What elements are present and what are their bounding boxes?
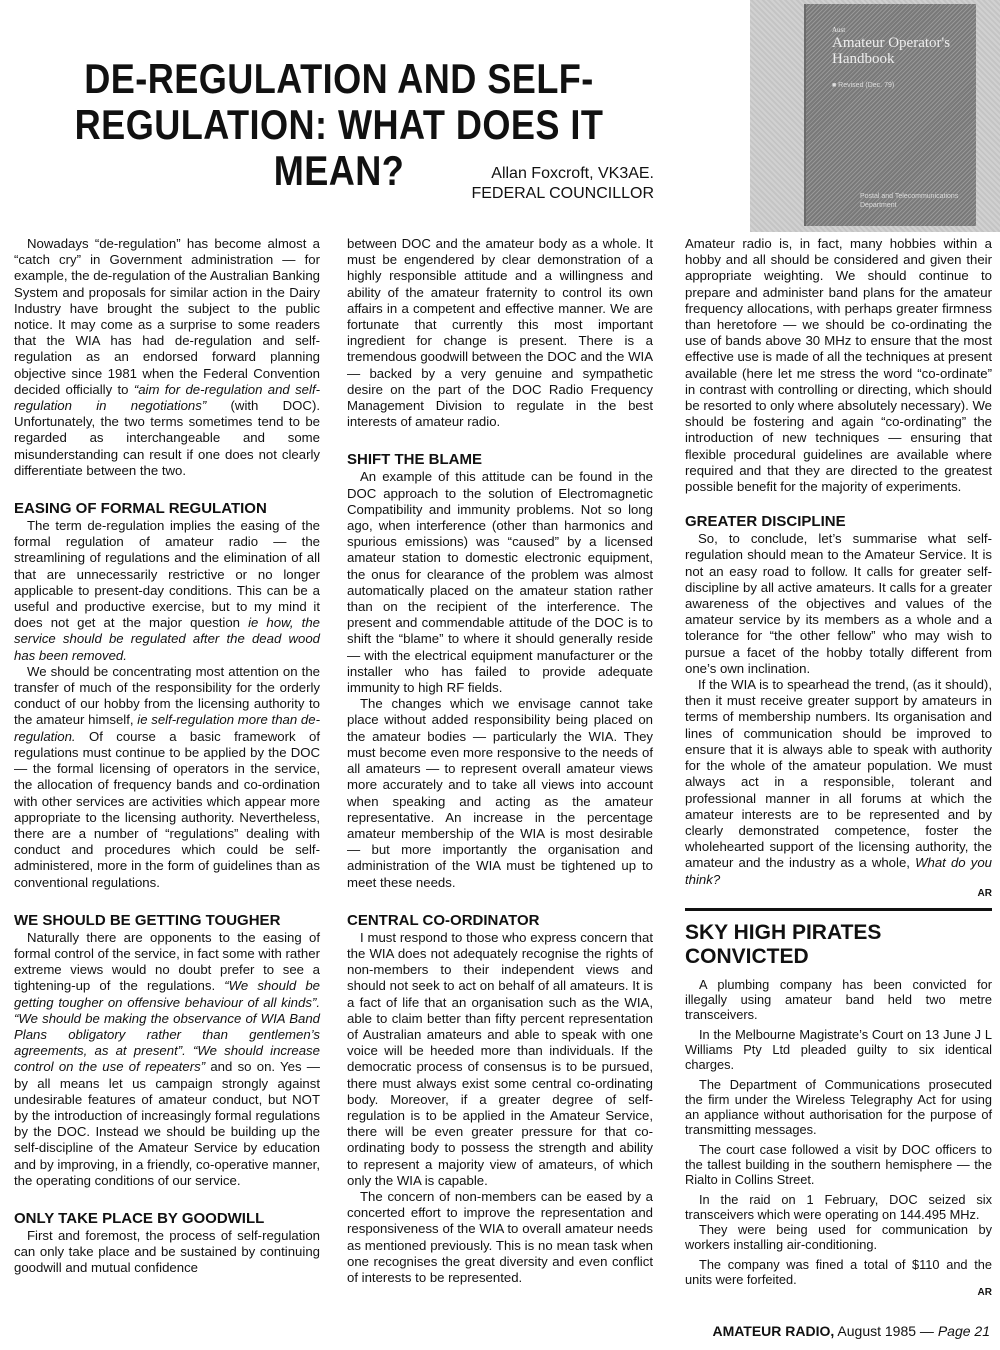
subheading-discipline: GREATER DISCIPLINE — [685, 513, 846, 531]
paragraph: The concern of non-members can be eased by a concerted effort to improve the representation and responsiveness of the WIA to overall amateur needs as mentioned previously. This is no mean task when one recognises the great diversity and even conflict of interests to be represented. — [347, 1188, 653, 1285]
paragraph: An example of this attitude can be found in the DOC approach to the solution of Electromagnetic Compatibility and immunity problems. Not so long ago, when interference (other than harmonics and spurious emissions) was “caused” by a licensed amateur station to domestic electronic equipment, the onus for clearance of the problem was almost automatically placed on the amateur station rather than on the recipient of the interference. The present and commendable attitude of the DOC is to shift the “blame” to where it should generally reside — with the electrical equipment manufacturer or the installer who has failed to provide adequate immunity to high RF fields. — [347, 469, 653, 696]
pirates-paragraph: In the raid on 1 February, DOC seized six transceivers which were operating on 144.495 MHz. — [685, 1191, 992, 1222]
page-number: Page 21 — [937, 1323, 990, 1339]
pirates-end-mark: AR — [977, 1286, 992, 1298]
paragraph: So, to conclude, let’s summarise what self-regulation should mean to the Amateur Service. It is not an easy road to follow. It calls for greater self-discipline by all active amateurs. It calls for a greater awareness of the objectives and values of the amateur service by its members as a whole and a tolerance for “the other fellow” who may wish to pursue a facet of the hobby totally different from one’s own inclination. — [685, 531, 992, 676]
section-divider — [685, 908, 992, 911]
handbook-publisher-mark: Aust — [832, 26, 846, 34]
page-footer — [712, 1322, 990, 1340]
handbook-book — [804, 4, 976, 226]
paragraph: We should be concentrating most attention on the transfer of much of the responsibility for the orderly conduct of our hobby from the licensing authority to the amateur himself, ie self-regulation more than de-regulation. Of course a basic framework of regulations must continue to be applied by the DOC — the formal licensing of operators in the service, the allocation of frequency bands and co-ordination with other services are activities which appear more appropriate to the licensing authority. Nevertheless, there are a number of “regulations” dealing with conduct and procedures which could be self-administered, more in the form of guidelines than as conventional regulations. — [14, 663, 320, 890]
subheading-easing: EASING OF FORMAL REGULATION — [14, 500, 267, 518]
handbook-title — [832, 26, 972, 67]
author-role: FEDERAL COUNCILLOR — [471, 185, 654, 202]
article-end-mark: AR — [977, 887, 992, 899]
article-title: DE-REGULATION AND SELF-REGULATION: WHAT DOES IT MEAN? — [74, 55, 604, 194]
pirates-paragraph: They were being used for communication by workers installing air-conditioning. — [685, 1221, 992, 1252]
subheading-tougher: WE SHOULD BE GETTING TOUGHER — [14, 911, 281, 929]
handbook-cover-photo — [750, 0, 1000, 232]
pirates-paragraph: The Department of Communications prosecuted the firm under the Wireless Telegraphy Act for using an appliance without authorisation for the purpose of transmitting messages. — [685, 1076, 992, 1137]
handbook-revision: ■ Revised (Dec. 79) — [832, 82, 895, 89]
column-3 — [685, 236, 992, 1299]
issue-date: August 1985 — — [834, 1323, 938, 1339]
pirates-paragraph: In the Melbourne Magistrate’s Court on 13 June J L Williams Pty Ltd pleaded guilty to six identical charges. — [685, 1026, 992, 1072]
subheading-blame: SHIFT THE BLAME — [347, 451, 482, 469]
paragraph: If the WIA is to spearhead the trend, (as it should), then it must receive greater support by amateurs in terms of membership numbers. Its organisation and lines of communication should be improved to ensure that it is always able to speak with authority for the whole of the amateur population. We must always act in a responsible, tolerant and professional manner in all forums at which the amateur interests are to be represented and by clearly demonstrated competence, foster the wholehearted support of the licensing authority, the amateur and the industry as a whole, What do you think? — [685, 677, 992, 887]
pirates-article — [685, 921, 992, 1299]
paragraph: Naturally there are opponents to the easing of formal control of the service, in fact some with rather extreme views would no doubt prefer to see a tightening-up of the regulations. “We should be getting tougher on offensive behaviour of all kinds”. “We should be making the observance of WIA Band Plans obligatory rather than gentlemen’s agreements, as at present”. “We should increase control on the use of repeaters” and so on. Yes — by all means let us campaign strongly against undesirable features of amateur conduct, but NOT by the introduction of increasingly formal regulations by the DOC. Instead we should be building up the self-discipline of the Amateur Service by education and by improving, in a friendly, co-operative manner, the operating conditions of our service. — [14, 929, 320, 1188]
handbook-title-text: Amateur Operator's Handbook — [832, 35, 951, 67]
subheading-goodwill: ONLY TAKE PLACE BY GOODWILL — [14, 1209, 265, 1227]
paragraph: between DOC and the amateur body as a whole. It must be engendered by clear demonstration of a highly responsible attitude and a willingness and ability of the amateur fraternity to control its own affairs in a competent and effective manner. We are fortunate that currently this most important ingredient for change is present. There is a tremendous goodwill between the DOC and the WIA — backed by a very genuine and sympathetic desire on the part of the DOC Radio Frequency Management Division to regulate in the best interests of amateur radio. — [347, 236, 653, 430]
paragraph: Amateur radio is, in fact, many hobbies within a hobby and all should be considered and given their appropriate weighting. We should continue to prepare and administer band plans for the amateur frequency allocations, with perhaps greater firmness than heretofore — we should be co-ordinating the use of bands above 30 MHz to ensure that the most effective use is made of all the techniques at present available (here let me stress the word “co-ordinate” in contrast with controlling or directing, which should be resorted to only where absolutely necessary). We should be fostering and again “co-ordinating” the introduction of new techniques — ensuring that flexible procedural guidelines are available where required and that they are directed to the greatest possible benefit for the majority of experiments. — [685, 236, 992, 495]
column-1 — [14, 236, 320, 1277]
author-name: Allan Foxcroft, VK3AE. — [491, 165, 654, 182]
handbook-department: Postal and Telecommunications Department — [860, 193, 959, 209]
paragraph: First and foremost, the process of self-regulation can only take place and be sustained by continuing goodwill and mutual confidence — [14, 1227, 320, 1276]
subheading-central: CENTRAL CO-ORDINATOR — [347, 911, 540, 929]
pirates-paragraph: The company was fined a total of $110 and the units were forfeited. — [685, 1256, 992, 1287]
magazine-name: AMATEUR RADIO, — [712, 1323, 835, 1339]
paragraph: I must respond to those who express concern that the WIA does not adequately recognise the rights of non-members to their independent views and should not seek to act on behalf of all amateurs. It is a fact of life that an organisation such as the WIA, able to claim better than fifty percent representation of Australian amateurs and able to speak with one voice will be heeded more than individuals. If the democratic process of consensus is to be pursued, there must always exist some central co-ordinating body. Moreover, if a greater degree of self-regulation is to be applied in the Amateur Service, there will be even greater pressure for that co-ordinating body to possess the strength and ability to represent a majority view of amateurs, of which only the WIA is capable. — [347, 929, 653, 1188]
column-2 — [347, 236, 653, 1286]
pirates-title: SKY HIGH PIRATES CONVICTED — [685, 920, 882, 968]
paragraph: The changes which we envisage cannot take place without added responsibility being placed on the amateur bodies — particularly the WIA. They must become even more responsive to the needs of all amateurs — to represent overall amateur views more accurately and to take all views into account when speaking and acting as the amateur representative. An increase in the percentage amateur membership of the WIA is most desirable — but more importantly the organisation and administration of the WIA must be tightened up to meet these needs. — [347, 696, 653, 890]
pirates-paragraph: The court case followed a visit by DOC officers to the tallest building in the southern hemisphere — the Rialto in Collins Street. — [685, 1141, 992, 1187]
paragraph: Nowadays “de-regulation” has become almost a “catch cry” in Government administration — for example, the de-regulation of the Australian Banking System and proposals for similar action in the Dairy Industry have brought the subject to the public notice. It may come as a surprise to some readers that the WIA has had de-regulation and self-regulation as an endorsed forward planning objective since 1981 when the Federal Convention decided officially to “aim for de-regulation and self-regulation in negotiations” (with DOC). Unfortunately, the two terms sometimes tend to be regarded as interchangeable and some misunderstanding can result if one does not clearly differentiate between the two. — [14, 236, 320, 478]
pirates-paragraph: A plumbing company has been convicted for illegally using amateur band held two metre transceivers. — [685, 976, 992, 1022]
paragraph: The term de-regulation implies the easing of the formal regulation of amateur radio — the streamlining of regulations and the elimination of all that are unnecessarily restrictive or no longer applicable to present-day conditions. This can be a useful and productive exercise, but to my mind it does not get at the major question ie how, the service should be regulated after the dead wood has been removed. — [14, 518, 320, 663]
byline — [471, 164, 654, 204]
